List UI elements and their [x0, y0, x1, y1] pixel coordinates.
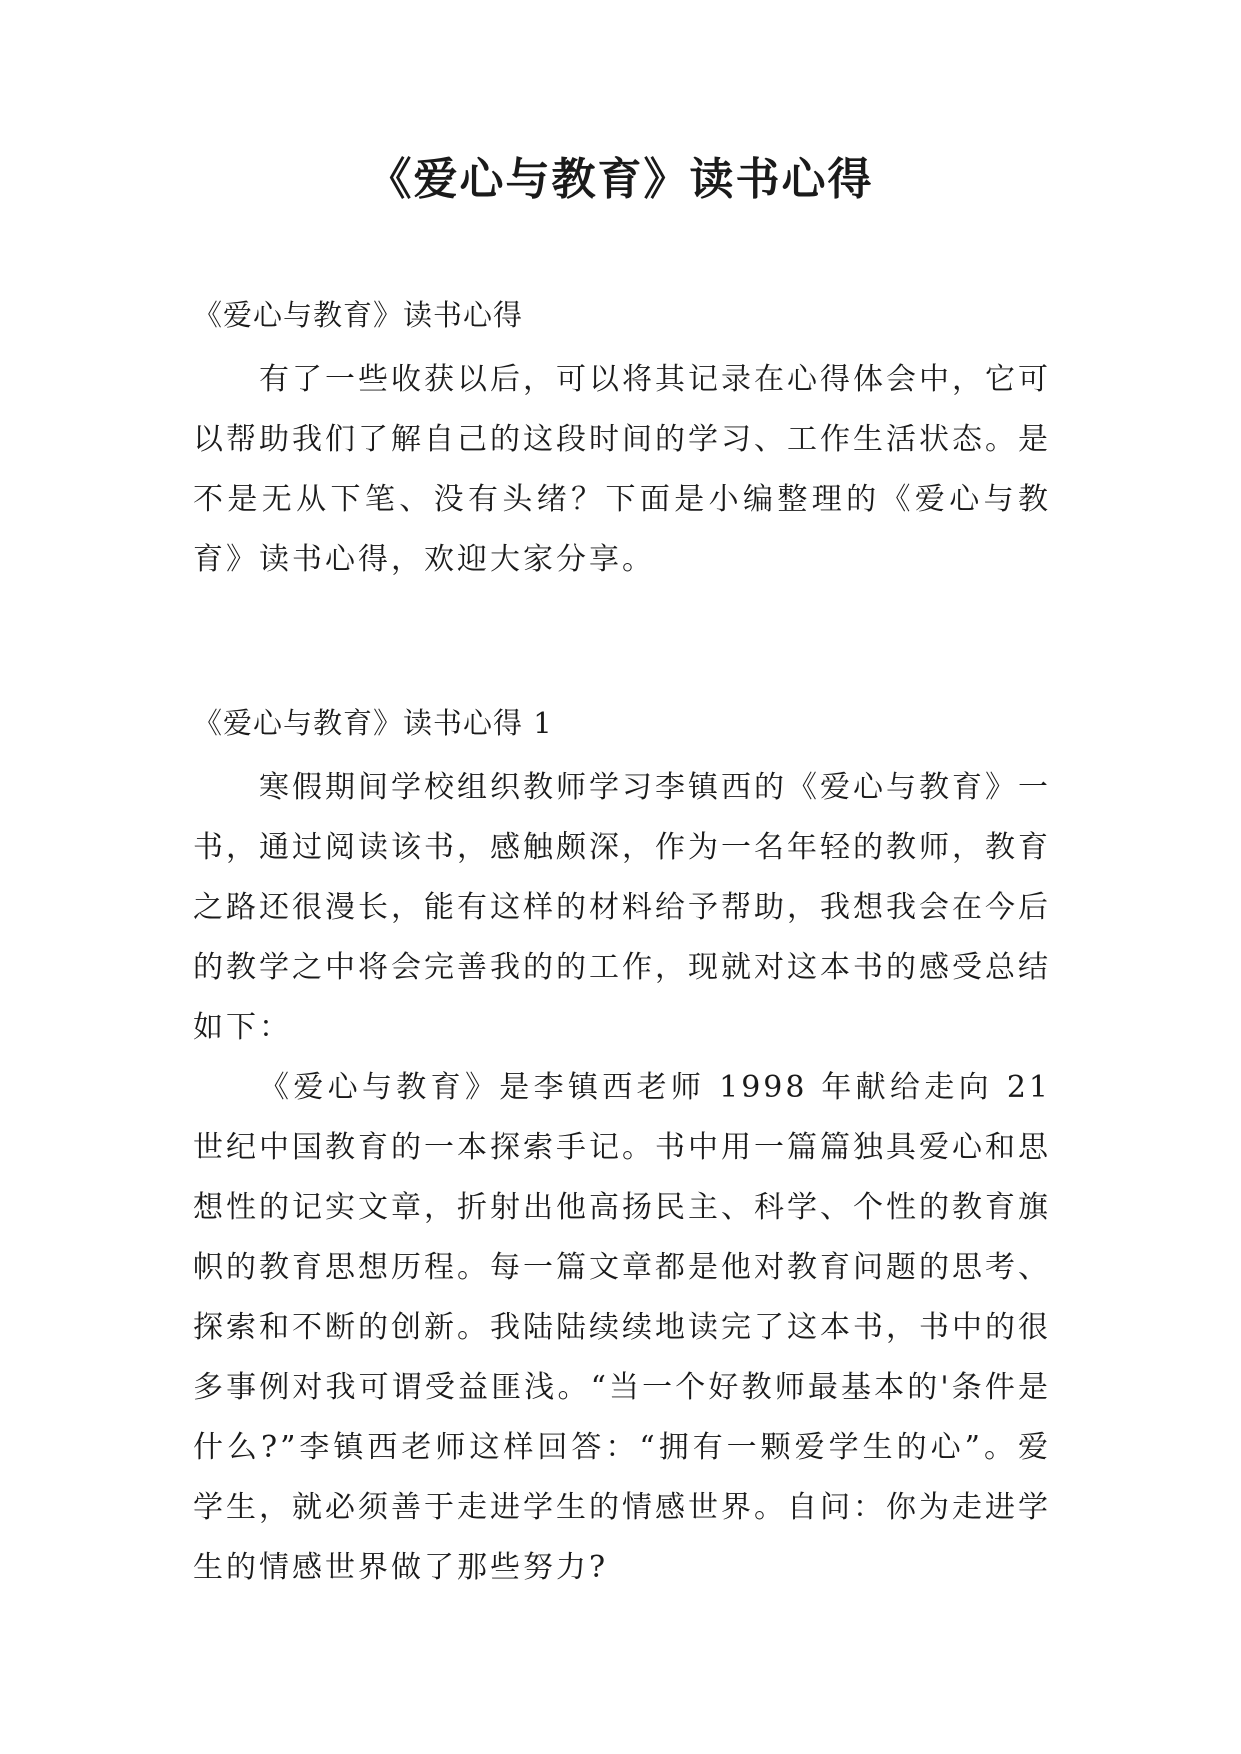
chapter-1-section: [193, 706, 1051, 1598]
chapter-1-heading: 《爱心与教育》读书心得 1: [193, 706, 553, 740]
intro-heading: 《爱心与教育》读书心得: [193, 298, 524, 332]
chapter-1-paragraph-1: 寒假期间学校组织教师学习李镇西的《爱心与教育》一书，通过阅读该书，感触颇深，作为一名年轻的教师，教育之路还很漫长，能有这样的材料给予帮助，我想我会在今后的教学之中将会完善我的的工作，现就对这本书的感受总结如下：: [193, 770, 1051, 1045]
document-title: 《爱心与教育》读书心得: [367, 154, 874, 205]
intro-section: [193, 298, 1051, 590]
chapter-1-paragraph-2: 《爱心与教育》是李镇西老师 1998 年献给走向 21 世纪中国教育的一本探索手记。书中用一篇篇独具爱心和思想性的记实文章，折射出他高扬民主、科学、个性的教育旗帜的教育思想历程。每一篇文章都是他对教育问题的思考、探索和不断的创新。我陆陆续续地读完了这本书，书中的很多事例对我可谓受益匪浅。“当一个好教师最基本的'条件是什么?”李镇西老师这样回答：“拥有一颗爱学生的心”。爱学生，就必须善于走进学生的情感世界。自问：你为走进学生的情感世界做了那些努力?: [193, 1070, 1051, 1585]
intro-paragraph: 有了一些收获以后，可以将其记录在心得体会中，它可以帮助我们了解自己的这段时间的学习、工作生活状态。是不是无从下笔、没有头绪？下面是小编整理的《爱心与教育》读书心得，欢迎大家分享。: [193, 362, 1051, 577]
